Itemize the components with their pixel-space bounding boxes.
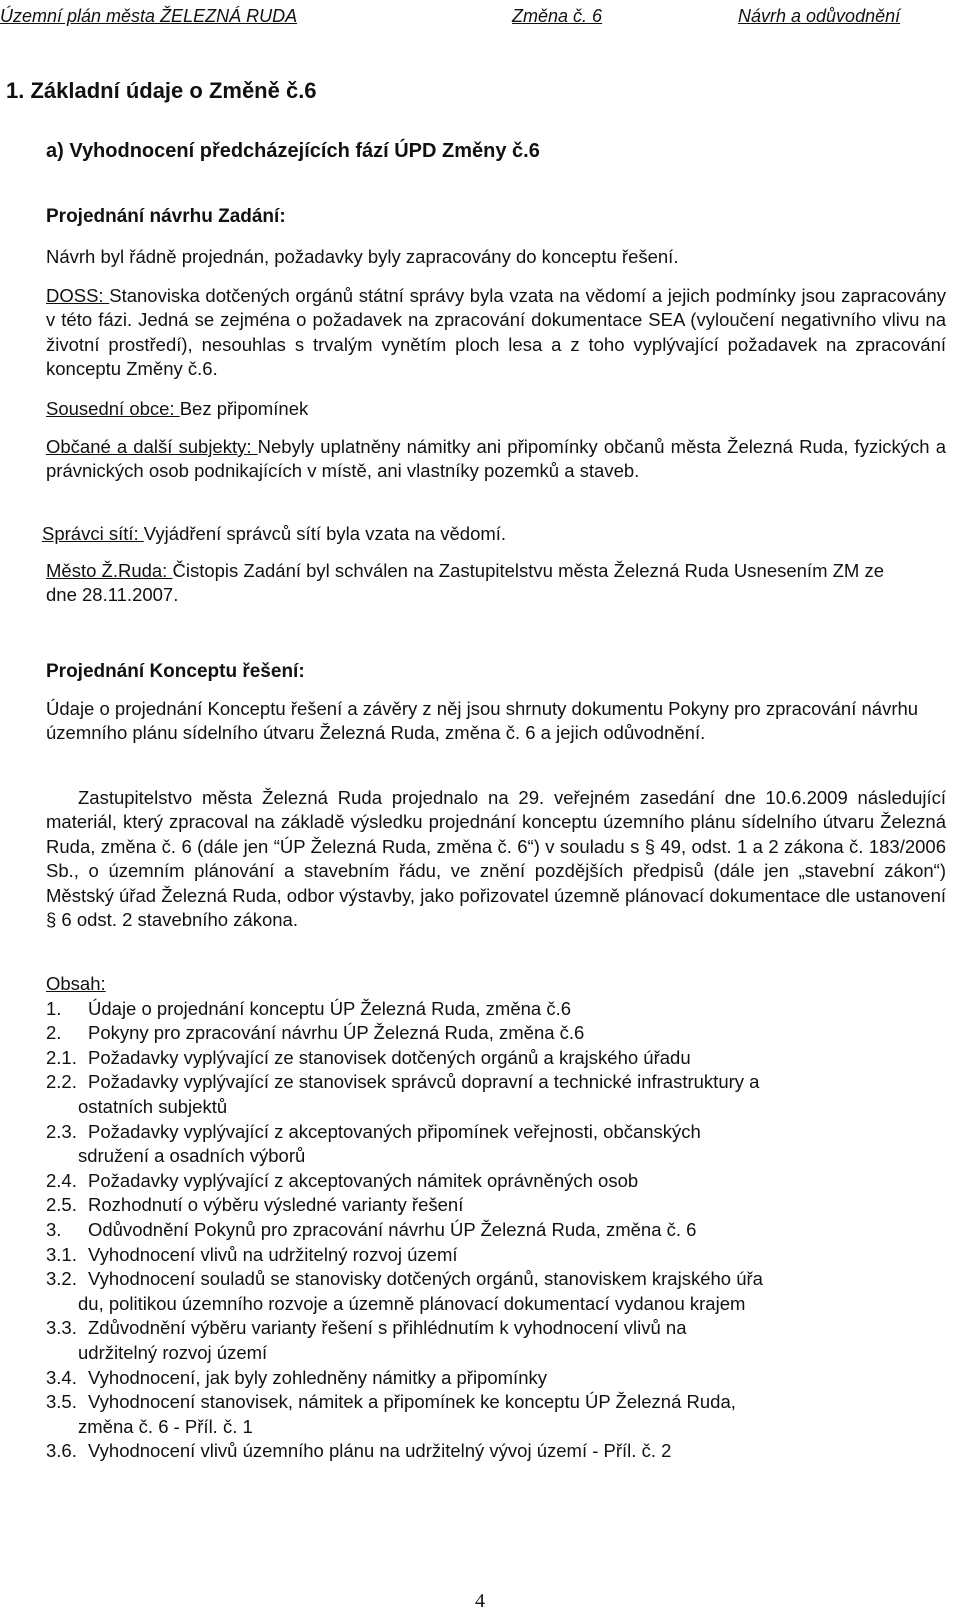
toc-item-text: Požadavky vyplývající z akceptovaných námitek oprávněných osob: [88, 1169, 639, 1191]
table-of-contents: [46, 972, 946, 1464]
header-section: Návrh a odůvodnění: [738, 6, 901, 26]
sousedni-text: Bez připomínek: [179, 398, 309, 419]
heading-section-1: 1. Základní údaje o Změně č.6: [6, 78, 317, 103]
page-header: [0, 6, 960, 28]
doss-label: DOSS:: [46, 285, 110, 306]
toc-item: [46, 1218, 946, 1243]
toc-item-text: Rozhodnutí o výběru výsledné varianty řešení: [88, 1194, 464, 1216]
heading-koncept: Projednání Konceptu řešení:: [46, 661, 305, 682]
header-change-number: Změna č. 6: [512, 6, 603, 26]
sousedni-paragraph: [46, 397, 946, 421]
toc-item: [46, 1366, 946, 1391]
heading-zadani: Projednání návrhu Zadání:: [46, 206, 286, 227]
toc-item-number: 3.1.: [46, 1243, 77, 1265]
toc-item-continuation: ostatních subjektů: [78, 1095, 228, 1117]
toc-item-text: Požadavky vyplývající z akceptovaných připomínek veřejnosti, občanských: [88, 1120, 701, 1142]
heading-subsection-a: a) Vyhodnocení předcházejících fází ÚPD Změny č.6: [46, 140, 540, 162]
toc-item: [46, 1021, 946, 1046]
toc-item-text: Pokyny pro zpracování návrhu ÚP Železná Ruda, změna č.6: [88, 1022, 585, 1044]
obcane-paragraph: [46, 435, 946, 484]
toc-item: [46, 1070, 946, 1119]
toc-item: [46, 1439, 946, 1464]
toc-item: [46, 1193, 946, 1218]
toc-item-text: Vyhodnocení, jak byly zohledněny námitky a připomínky: [88, 1366, 547, 1388]
page-number: 4: [475, 1590, 485, 1612]
toc-item-text: Vyhodnocení vlivů na udržitelný rozvoj území: [88, 1243, 458, 1265]
mesto-label: Město Ž.Ruda:: [46, 560, 173, 581]
toc-item-number: 3.4.: [46, 1366, 77, 1388]
toc-item-number: 2.5.: [46, 1194, 77, 1216]
toc-item-continuation: udržitelný rozvoj území: [78, 1341, 268, 1363]
toc-item-text: Odůvodnění Pokynů pro zpracování návrhu ÚP Železná Ruda, změna č. 6: [88, 1218, 697, 1240]
sousedni-label: Sousední obce:: [46, 398, 180, 419]
mesto-paragraph: [46, 559, 906, 608]
toc-item-number: 3.: [46, 1218, 62, 1240]
toc-item-continuation: změna č. 6 - Příl. č. 1: [78, 1415, 253, 1437]
toc-item-number: 2.1.: [46, 1046, 77, 1068]
mesto-text: Čistopis Zadání byl schválen na Zastupitelstvu města Železná Ruda Usnesením ZM ze dne 28.11.2007.: [46, 560, 885, 606]
toc-title: Obsah:: [46, 973, 106, 994]
obcane-text: Nebyly uplatněny námitky ani připomínky občanů města Železná Ruda, fyzických a právnických osob podnikajících v místě, ani vlastníky pozemků a staveb.: [46, 436, 946, 482]
toc-item-text: Vyhodnocení vlivů územního plánu na udržitelný vývoj území - Příl. č. 2: [88, 1440, 672, 1462]
toc-item-number: 3.2.: [46, 1268, 77, 1290]
toc-item: [46, 1169, 946, 1194]
toc-item-text: Vyhodnocení stanovisek, námitek a připomínek ke konceptu ÚP Železná Ruda,: [88, 1391, 736, 1413]
toc-item-continuation: du, politikou územního rozvoje a územně plánovací dokumentací vydanou krajem: [78, 1292, 746, 1314]
toc-item-number: 3.5.: [46, 1391, 77, 1413]
toc-item-number: 3.6.: [46, 1440, 77, 1462]
header-document-title: Územní plán města ŽELEZNÁ RUDA: [0, 6, 298, 26]
toc-item-continuation: sdružení a osadních výborů: [78, 1145, 306, 1167]
toc-item-number: 2.3.: [46, 1120, 77, 1142]
toc-item-text: Požadavky vyplývající ze stanovisek dotčených orgánů a krajského úřadu: [88, 1046, 691, 1068]
toc-item-number: 1.: [46, 997, 62, 1019]
obcane-label: Občané a další subjekty:: [46, 436, 258, 457]
doss-paragraph: [46, 284, 946, 382]
toc-item: [46, 1120, 946, 1169]
toc-item: [46, 997, 946, 1022]
toc-item-number: 3.3.: [46, 1317, 77, 1339]
toc-item: [46, 1390, 946, 1439]
toc-item-text: Požadavky vyplývající ze stanovisek správců dopravní a technické infrastruktury a: [88, 1071, 760, 1093]
toc-item: [46, 1267, 946, 1316]
toc-item: [46, 1316, 946, 1365]
toc-item-number: 2.: [46, 1022, 62, 1044]
toc-item-number: 2.4.: [46, 1169, 77, 1191]
spravci-label: Správci sítí:: [42, 523, 144, 544]
spravci-paragraph: [42, 522, 942, 546]
toc-item-text: Vyhodnocení souladů se stanovisky dotčených orgánů, stanoviskem krajského úřa: [88, 1268, 763, 1290]
spravci-text: Vyjádření správců sítí byla vzata na vědomí.: [143, 523, 507, 544]
zadani-paragraph: Návrh byl řádně projednán, požadavky byly zapracovány do konceptu řešení.: [46, 246, 679, 267]
toc-item: [46, 1046, 946, 1071]
toc-item-text: Údaje o projednání konceptu ÚP Železná Ruda, změna č.6: [88, 997, 572, 1019]
toc-item: [46, 1243, 946, 1268]
toc-item-text: Zdůvodnění výběru varianty řešení s přihlédnutím k vyhodnocení vlivů na: [88, 1317, 687, 1339]
doss-text: Stanoviska dotčených orgánů státní správy byla vzata na vědomí a jejich podmínky jsou zapracovány v této fázi. Jedná se zejména o požadavek na zpracování dokumentace SEA (vyloučení negativního vlivu na životní prostředí), nesouhlas s trvalým vynětím ploch lesa a z toho vyplývající požadavek na zpracování konceptu Změny č.6.: [46, 285, 946, 380]
toc-item-number: 2.2.: [46, 1071, 77, 1093]
koncept-paragraph-1: Údaje o projednání Konceptu řešení a závěry z něj jsou shrnuty dokumentu Pokyny pro zpracování návrhu územního plánu sídelního útvaru Železná Ruda, změna č. 6 a jejich odůvodnění.: [46, 698, 919, 744]
koncept-paragraph-2: Zastupitelstvo města Železná Ruda projednalo na 29. veřejném zasedání dne 10.6.2009 následující materiál, který zpracoval na základě výsledku projednání konceptu územního plánu sídelního útvaru Železná Ruda, změna č. 6 (dále jen “ÚP Železná Ruda, změna č. 6“) v souladu s § 49, odst. 1 a 2 zákona č. 183/2006 Sb., o územním plánování a stavebním řádu, ve znění pozdějších předpisů (dále jen „stavební zákon“) Městský úřad Železná Ruda, odbor výstavby, jako pořizovatel územně plánovací dokumentace dle ustanovení § 6 odst. 2 stavebního zákona.: [46, 787, 946, 931]
